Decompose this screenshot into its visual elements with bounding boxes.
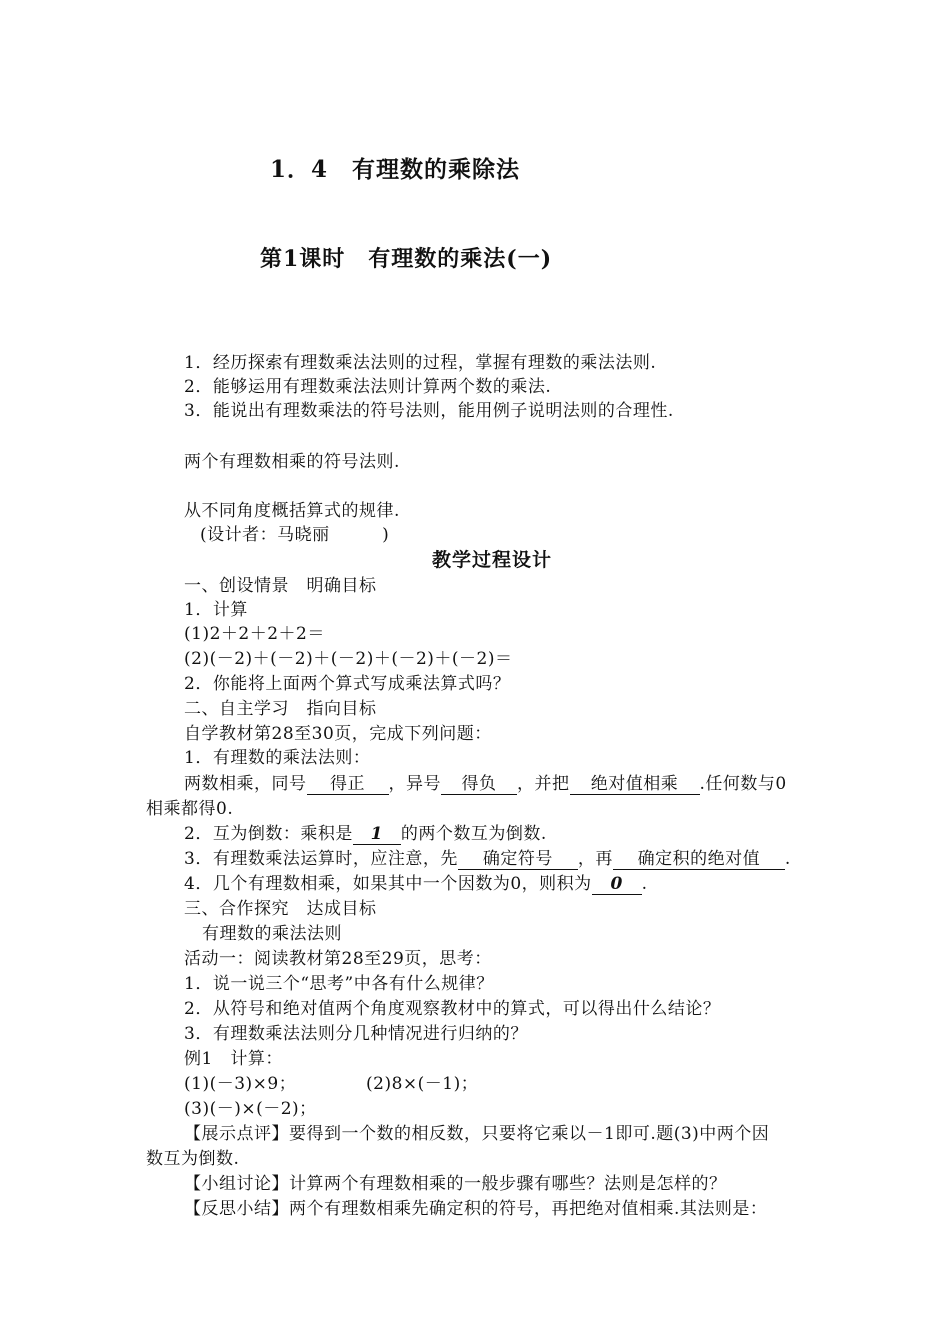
- activity-1: 活动一：阅读教材第28至29页，思考：: [184, 949, 492, 969]
- objective-3: 3．能说出有理数乘法的符号法则，能用例子说明法则的合理性.: [184, 401, 674, 421]
- example-1-part-2: (2)8×(－1)；: [366, 1074, 479, 1094]
- blank-diff-sign: 得负: [441, 774, 517, 795]
- section-1-heading: 一、创设情景 明确目标: [184, 576, 377, 596]
- think-1: 1．说一说三个“思考”中各有什么规律？: [184, 974, 494, 994]
- objective-1: 1．经历探索有理数乘法法则的过程，掌握有理数的乘法法则.: [184, 353, 657, 373]
- objective-2: 2．能够运用有理数乘法法则计算两个数的乘法.: [184, 377, 552, 397]
- blank-abs-multiply: 绝对值相乘: [570, 774, 700, 795]
- display-review-line-2: 数互为倒数.: [146, 1149, 240, 1169]
- reciprocal-text-b: 的两个数互为倒数.: [400, 824, 547, 844]
- designer-credit: (设计者：马晓丽 ): [200, 525, 390, 545]
- section-1-expr-1: (1)2＋2＋2＋2＝: [184, 624, 325, 644]
- rule-text-b: ，异号: [388, 774, 441, 794]
- blank-determine-sign: 确定符号: [458, 849, 578, 870]
- rule-text-a: 两数相乘，同号: [184, 774, 307, 794]
- lesson-subtitle: 第1课时 有理数的乘法(一): [260, 246, 553, 272]
- think-3: 3．有理数乘法法则分几种情况进行归纳的？: [184, 1024, 528, 1044]
- example-1-part-1: (1)(－3)×9；: [184, 1074, 297, 1094]
- process-title: 教学过程设计: [432, 549, 553, 571]
- rule-text-c: ，并把: [517, 774, 570, 794]
- reciprocal-line: [184, 822, 547, 846]
- reflection-summary: 【反思小结】两个有理数相乘先确定积的符号，再把绝对值相乘.其法则是：: [184, 1199, 768, 1219]
- blank-one: 1: [353, 824, 401, 845]
- zero-factor-line: [184, 872, 648, 896]
- section-1-q2: 2．你能将上面两个算式写成乘法算式吗？: [184, 674, 511, 694]
- display-review-line-1: 【展示点评】要得到一个数的相反数，只要将它乘以－1即可.题(3)中两个因: [184, 1124, 770, 1144]
- section-1-expr-2: (2)(－2)＋(－2)＋(－2)＋(－2)＋(－2)＝: [184, 649, 513, 669]
- multiplication-rule-line-2: 相乘都得0.: [146, 799, 234, 819]
- section-3-topic: 有理数的乘法法则: [202, 924, 342, 944]
- zero-text-b: .: [641, 874, 648, 894]
- blank-determine-abs: 确定积的绝对值: [613, 849, 785, 870]
- example-1-heading: 例1 计算：: [184, 1049, 283, 1069]
- think-2: 2．从符号和绝对值两个角度观察教材中的算式，可以得出什么结论？: [184, 999, 721, 1019]
- section-1-q1: 1．计算: [184, 600, 248, 620]
- section-2-heading: 二、自主学习 指向目标: [184, 699, 377, 719]
- zero-text-a: 4．几个有理数相乘，如果其中一个因数为0，则积为: [184, 874, 592, 894]
- blank-zero: 0: [592, 874, 642, 895]
- key-point: 两个有理数相乘的符号法则.: [184, 452, 400, 472]
- lesson-title: 1．4 有理数的乘除法: [270, 156, 521, 183]
- attention-text-c: .: [784, 849, 791, 869]
- difficulty: 从不同角度概括算式的规律.: [184, 501, 400, 521]
- attention-text-a: 3．有理数乘法运算时，应注意，先: [184, 849, 458, 869]
- section-2-item-1: 1．有理数的乘法法则：: [184, 748, 371, 768]
- section-2-intro: 自学教材第28至30页，完成下列问题：: [184, 724, 492, 744]
- blank-same-sign: 得正: [307, 774, 389, 795]
- attention-text-b: ，再: [577, 849, 613, 869]
- section-3-heading: 三、合作探究 达成目标: [184, 899, 377, 919]
- reciprocal-text-a: 2．互为倒数：乘积是: [184, 824, 353, 844]
- example-1-part-3: (3)(－)×(－2)；: [184, 1099, 317, 1119]
- attention-line: [184, 847, 791, 871]
- multiplication-rule-line: [184, 772, 787, 796]
- group-discussion: 【小组讨论】计算两个有理数相乘的一般步骤有哪些？法则是怎样的？: [184, 1174, 727, 1194]
- rule-text-d: .任何数与0: [699, 774, 787, 794]
